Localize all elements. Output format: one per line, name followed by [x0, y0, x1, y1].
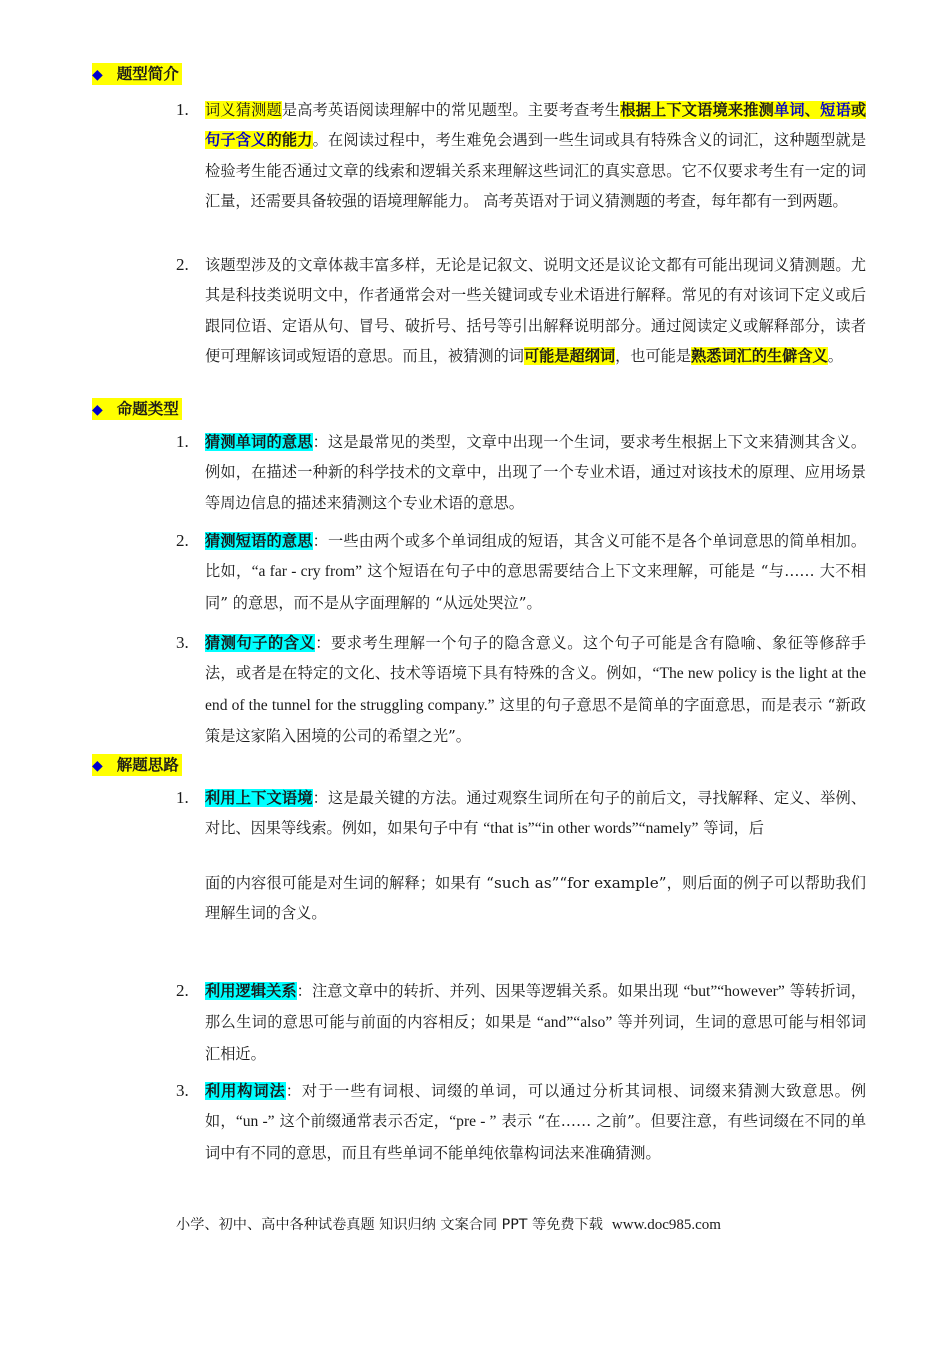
highlighted-text: 猜测单词的意思	[205, 433, 313, 451]
item-text	[205, 250, 866, 371]
text-run: “pre - ”	[449, 1113, 497, 1131]
list-item	[176, 427, 866, 518]
text-run: “a far - cry from”	[251, 563, 363, 581]
list-item	[176, 628, 866, 751]
text-run: ，也可能是	[615, 346, 691, 365]
highlighted-text: 利用上下文语境	[205, 789, 313, 807]
highlighted-text: 猜测短语的意思	[205, 532, 313, 550]
text-run: 这个短语在句子中的意思需要结合上下文来理解，可能是 “与…… 大不相同” 的意思，而不是从字面理解的 “从远处哭泣”。	[205, 562, 867, 612]
text-run: 这个前缀通常表示否定，	[274, 1112, 450, 1131]
item-number: 1.	[176, 432, 189, 451]
text-run: ：对于一些有词根、词缀的单词，可以通过分析其词根、词缀来猜测大致意思。例如，	[205, 1082, 867, 1131]
highlighted-text: 熟悉词汇的生僻含义	[691, 346, 828, 365]
list-item	[176, 783, 866, 928]
highlighted-text: 根据上下文语境来推测	[620, 101, 774, 119]
highlighted-text: 利用逻辑关系	[205, 982, 297, 1000]
footer-link[interactable]: www.doc985.com	[611, 1217, 721, 1233]
item-number: 2.	[176, 255, 189, 274]
diamond-icon: ◆	[92, 67, 103, 83]
text-run: “un -”	[235, 1113, 275, 1131]
list-item	[176, 976, 866, 1069]
text-run: “that is”“in other words”“namely”	[483, 820, 699, 838]
text-run: “and”“also”	[536, 1014, 613, 1032]
text-run: 表示 “在…… 之前”。但要注意，有些词缀在不同的单词中有不同的意思，而且有些单词不能单纯依靠构词法来准确猜测。	[205, 1112, 867, 1162]
highlighted-text: 、	[804, 101, 821, 119]
item-number: 3.	[176, 633, 189, 652]
section-heading-label: 题型简介	[116, 65, 179, 83]
diamond-icon: ◆	[92, 758, 103, 774]
highlighted-text: 的能力	[266, 131, 313, 150]
item-text	[205, 976, 866, 1069]
item-number: 1.	[176, 788, 189, 807]
list-item	[176, 1076, 866, 1168]
item-text	[205, 95, 866, 216]
list-item	[176, 526, 866, 618]
text-run: 。	[827, 346, 843, 365]
highlighted-text: 词义猜测题	[205, 101, 282, 119]
item-number: 1.	[176, 100, 189, 119]
highlighted-text: 句子含义	[205, 131, 267, 150]
diamond-icon: ◆	[92, 402, 103, 418]
text-run: ：要求考生理解一个句子的隐含意义。这个句子可能是含有隐喻、象征等修辞手法，或者是在特定的文化、技术等语境下具有特殊的含义。例如，	[205, 634, 867, 683]
text-run: 等词，后	[698, 819, 764, 838]
item-number: 3.	[176, 1081, 189, 1100]
section-heading-label: 命题类型	[116, 400, 179, 418]
section-heading-types	[92, 398, 182, 420]
text-run: 这里的句子意思不是简单的字面意思，而是表示 “新政策是这家陷入困境的公司的希望之光”。	[205, 695, 866, 745]
text-run: 。在阅读过程中，考生难免会遇到一些生词或具有特殊含义的词汇，这种题型就是检验考生能否通过文章的线索和逻辑关系来理解这些词汇的真实意思。它不仅要求考生有一定的词汇量，还需要具备较强的语境理解能力。 高考英语对于词义猜测题的考查，每年都有一到两题。	[205, 131, 867, 210]
footer-text: 小学、初中、高中各种试卷真题 知识归纳 文案合同 PPT 等免费下载	[176, 1217, 603, 1233]
list-item	[176, 250, 866, 371]
highlighted-text: 单词	[773, 101, 805, 119]
highlighted-text: 短语	[820, 101, 851, 119]
section-heading-intro	[92, 63, 182, 85]
section-heading-approach	[92, 754, 182, 776]
highlighted-text: 猜测句子的含义	[205, 634, 316, 652]
highlighted-text: 可能是超纲词	[523, 346, 616, 365]
item-text	[205, 628, 866, 751]
item-number: 2.	[176, 981, 189, 1000]
text-run: ：一些由两个或多个单词组成的短语，其含义可能不是各个单词意思的简单相加。比如，	[205, 532, 867, 581]
page-footer	[176, 1214, 876, 1236]
item-text-continuation: 面的内容很可能是对生词的解释；如果有 “such as”“for example”，则后面的例子可以帮助我们理解生词的含义。	[205, 873, 866, 922]
highlighted-text: 利用构词法	[205, 1082, 286, 1100]
item-number: 2.	[176, 531, 189, 550]
item-text	[205, 427, 866, 518]
text-run: “but”“however”	[683, 983, 785, 1000]
item-text	[205, 1076, 866, 1168]
text-run: 该题型涉及的文章体裁丰富多样，无论是记叙文、说明文还是议论文都有可能出现词义猜测题。尤其是科技类说明文中，作者通常会对一些关键词或专业术语进行解释。常见的有对该词下定义或后跟同位语、定语从句、冒号、破折号、括号等引出解释说明部分。通过阅读定义或解释部分，读者便可理解该词或短语的意思。而且，被猜测的词	[205, 256, 866, 365]
text-run: ：注意文章中的转折、并列、因果等逻辑关系。如果出现	[296, 982, 684, 1000]
list-item	[176, 95, 866, 216]
text-run: ：这是最常见的类型，文章中出现一个生词，要求考生根据上下文来猜测其含义。例如，在描述一种新的科学技术的文章中，出现了一个专业术语，通过对该技术的原理、应用场景等周边信息的描述来猜测这个专业术语的意思。	[205, 433, 867, 512]
text-run: “The new policy is the light at the end of the tunnel for the struggling company.”	[205, 665, 866, 714]
highlighted-text: 或	[850, 101, 867, 119]
text-run: 等并列词，生词的意思可能与相邻词汇相近。	[205, 1013, 867, 1063]
text-run: ：这是最关键的方法。通过观察生词所在句子的前后文，寻找解释、定义、举例、对比、因果等线索。例如，如果句子中有	[205, 789, 867, 838]
item-text	[205, 526, 866, 618]
text-run: 等转折词，那么生词的意思可能与前面的内容相反；如果是	[205, 982, 867, 1032]
section-heading-label: 解题思路	[116, 756, 179, 774]
item-text	[205, 783, 866, 845]
text-run: 是高考英语阅读理解中的常见题型。主要考查考生	[281, 101, 621, 119]
